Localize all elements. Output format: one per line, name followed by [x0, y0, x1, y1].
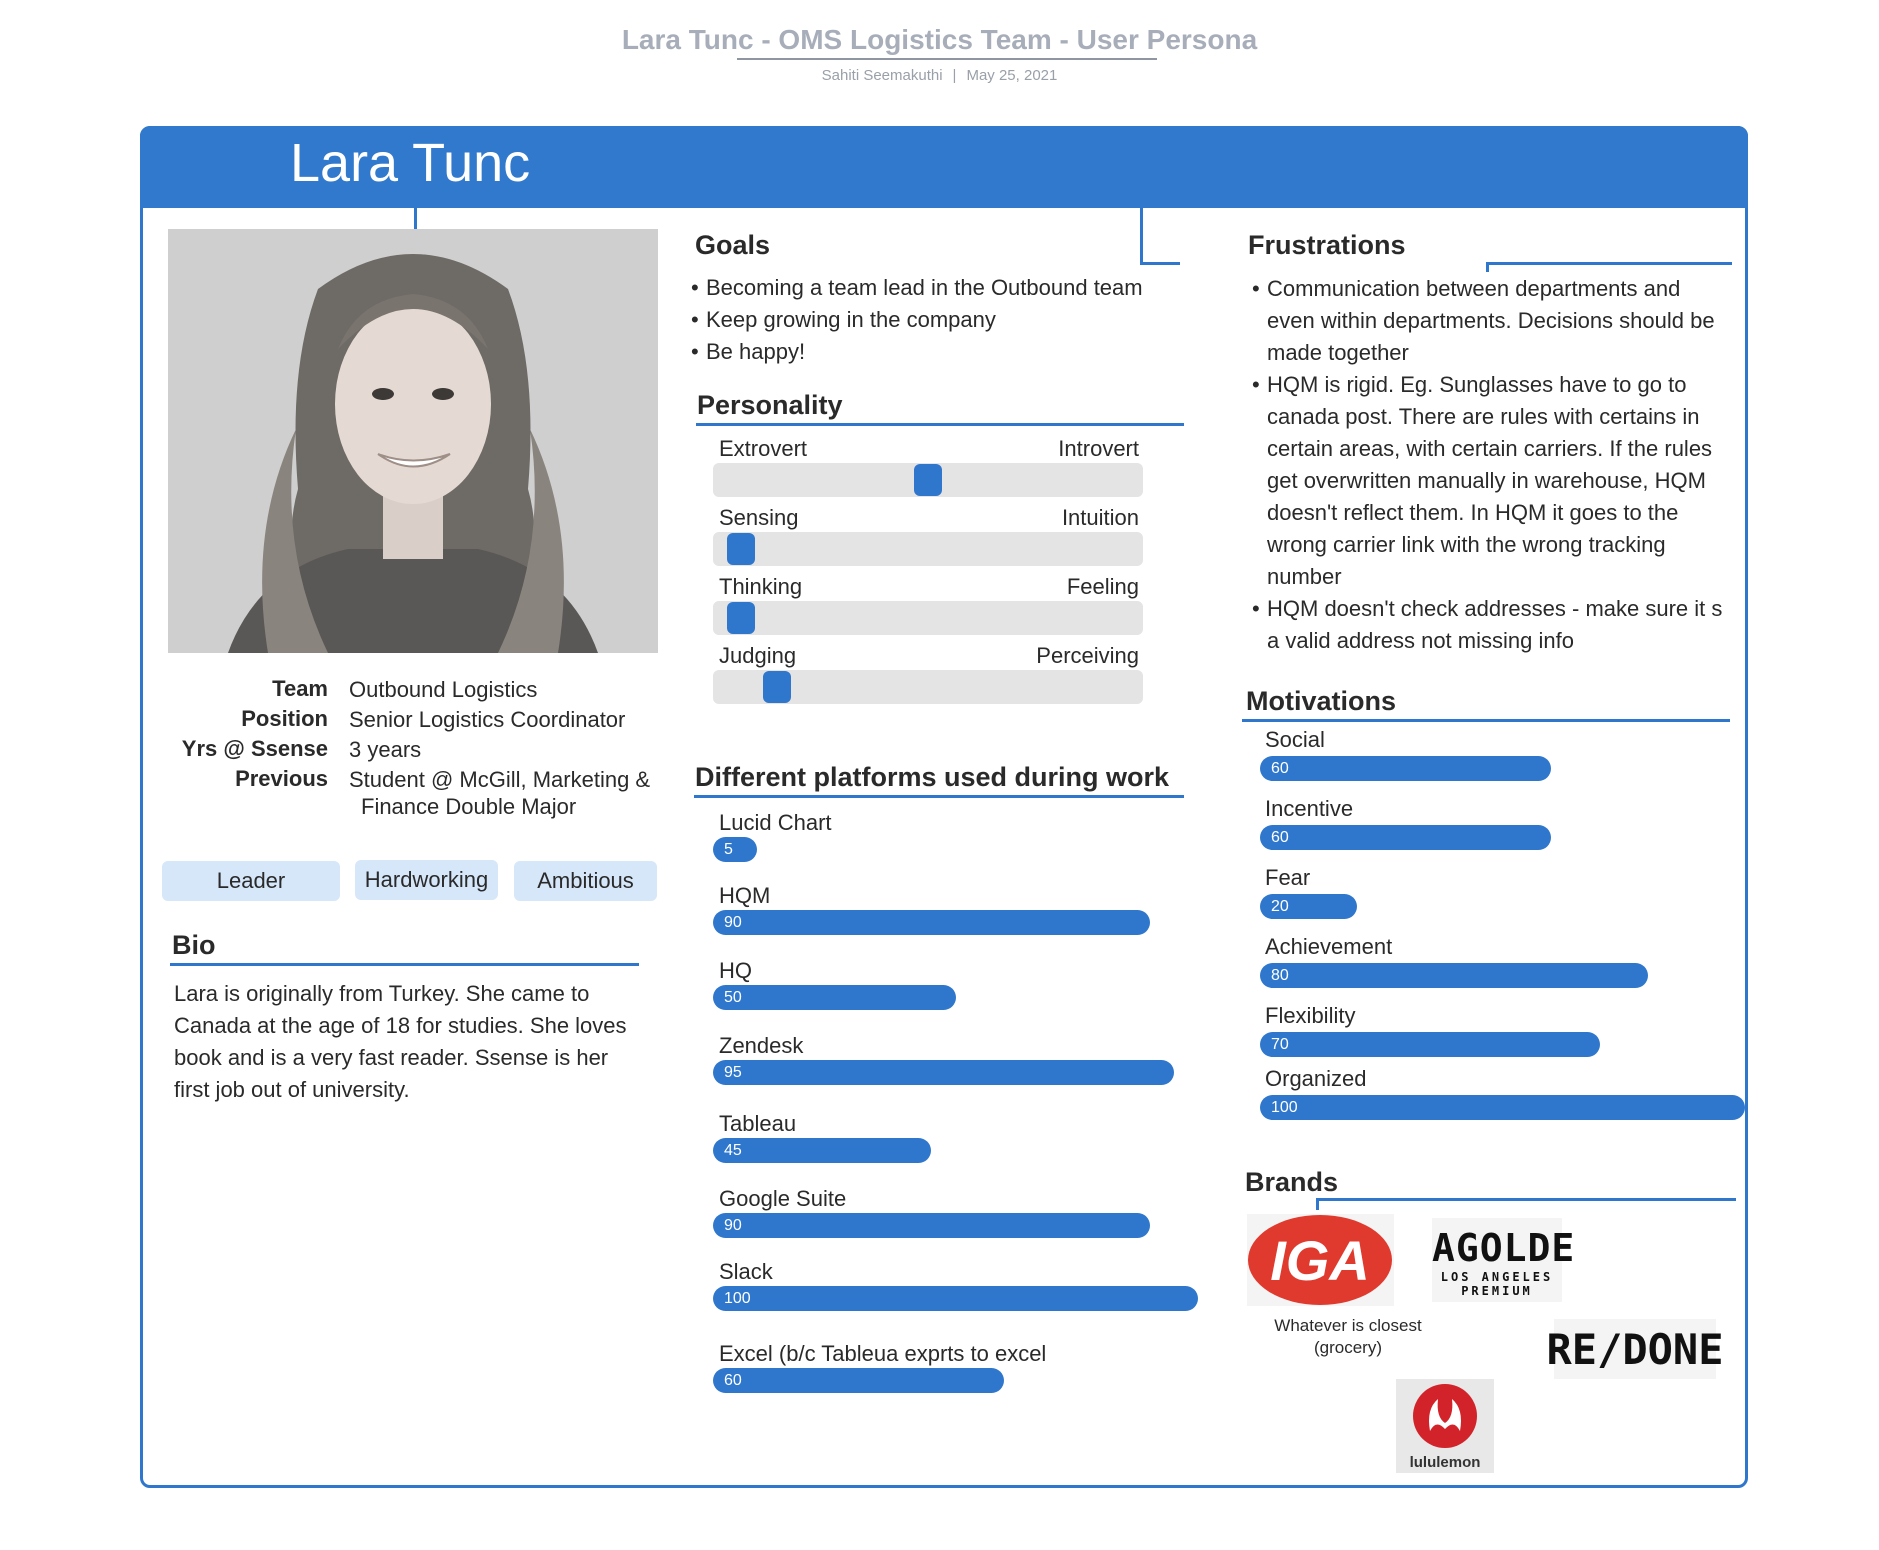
- frustration-line: get overwritten manually in warehouse, HQM: [1267, 468, 1706, 493]
- info-value-position: Senior Logistics Coordinator: [349, 707, 626, 732]
- frustration-line: doesn't reflect them. In HQM it goes to the: [1267, 500, 1679, 525]
- trait-slider-knob[interactable]: [727, 602, 755, 634]
- bio-heading-rule: [170, 963, 639, 966]
- motivation-bar: 80: [1260, 963, 1648, 988]
- motivation-label: Achievement: [1265, 934, 1393, 959]
- tag-hardworking: Hardworking: [355, 860, 498, 900]
- motivations-heading-rule: [1242, 719, 1730, 722]
- bio-heading: Bio: [172, 930, 216, 960]
- connector-line: [1140, 208, 1143, 264]
- platform-label: Zendesk: [719, 1033, 804, 1058]
- platform-label: Excel (b/c Tableua exprts to excel: [719, 1341, 1047, 1366]
- frustration-item: [1252, 369, 1742, 593]
- platform-label: Tableau: [719, 1111, 797, 1136]
- personality-heading-rule: [696, 423, 1184, 426]
- title-underline: [737, 58, 1157, 60]
- persona-photo: [168, 229, 658, 653]
- frustration-line: made together: [1267, 340, 1409, 365]
- motivation-label: Incentive: [1265, 796, 1354, 821]
- trait-left-label: Extrovert: [719, 436, 808, 461]
- brand-note: [1248, 1315, 1448, 1359]
- info-value-team: Outbound Logistics: [349, 677, 538, 702]
- platform-label: Lucid Chart: [719, 810, 832, 835]
- document-title: Lara Tunc - OMS Logistics Team - User Persona: [621, 24, 1258, 55]
- lululemon-logo-text: lululemon: [1409, 1454, 1481, 1471]
- date: May 25, 2021: [966, 67, 1058, 84]
- platforms-heading-rule: [694, 795, 1184, 798]
- separator: |: [952, 67, 957, 84]
- frustration-line: • HQM doesn't check addresses - make sure it s: [1267, 596, 1723, 621]
- motivation-label: Organized: [1265, 1066, 1367, 1091]
- lululemon-logo-circle: [1413, 1384, 1477, 1448]
- info-label-position: Position: [241, 706, 328, 731]
- platform-label: HQM: [719, 883, 771, 908]
- platform-bar: 90: [713, 910, 1150, 935]
- goal-item: • Keep growing in the company: [691, 304, 1143, 336]
- trait-slider-knob[interactable]: [914, 464, 942, 496]
- frustration-line: canada post. There are rules with certains in: [1267, 404, 1700, 429]
- agolde-logo-sub1: LOS ANGELES: [1440, 1270, 1554, 1284]
- trait-slider-track[interactable]: [713, 532, 1143, 566]
- bio-line: Lara is originally from Turkey. She came to: [174, 981, 590, 1006]
- motivation-label: Fear: [1265, 865, 1311, 890]
- tag-leader: Leader: [162, 861, 340, 901]
- info-label-years: Yrs @ Ssense: [181, 736, 328, 761]
- info-value-previous: Student @ McGill, Marketing &: [349, 767, 651, 792]
- lululemon-logo-graphic: [1396, 1379, 1494, 1473]
- motivations-heading: Motivations: [1246, 686, 1397, 716]
- agolde-logo-sub2: PREMIUM: [1461, 1284, 1533, 1298]
- goal-item: • Becoming a team lead in the Outbound team: [691, 272, 1143, 304]
- trait-slider-track[interactable]: [713, 601, 1143, 635]
- bio-line: first job out of university.: [174, 1077, 410, 1102]
- trait-left-label: Judging: [719, 643, 797, 668]
- motivation-label: Flexibility: [1265, 1003, 1356, 1028]
- trait-slider-knob[interactable]: [763, 671, 791, 703]
- bio-line: book and is a very fast reader. Ssense is her: [174, 1045, 609, 1070]
- trait-right-label: Intuition: [1061, 505, 1139, 530]
- goal-item: • Be happy!: [691, 336, 1143, 368]
- frustration-line: certain areas, with certain carriers. If the rules: [1267, 436, 1713, 461]
- brands-heading: Brands: [1245, 1167, 1339, 1197]
- frustrations-heading: Frustrations: [1248, 230, 1406, 260]
- platform-bar: 100: [713, 1286, 1198, 1311]
- brand-logo-agolde: [1432, 1218, 1576, 1302]
- trait-slider-knob[interactable]: [727, 533, 755, 565]
- persona-name: Lara Tunc: [290, 133, 531, 193]
- platform-label: HQ: [719, 958, 752, 983]
- personality-heading: Personality: [697, 390, 843, 420]
- platform-label: Google Suite: [719, 1186, 847, 1211]
- frustration-item: [1252, 273, 1742, 369]
- frustration-line: • Communication between departments and: [1267, 276, 1681, 301]
- platform-bar: 95: [713, 1060, 1174, 1085]
- trait-left-label: Sensing: [719, 505, 799, 530]
- motivation-bar: 20: [1260, 894, 1357, 919]
- brand-logo-lululemon: [1396, 1379, 1494, 1473]
- frustration-line: number: [1267, 564, 1342, 589]
- connector-line: [1140, 262, 1180, 265]
- frustration-line: wrong carrier link with the wrong tracking: [1267, 532, 1666, 557]
- bio-line: Canada at the age of 18 for studies. She loves: [174, 1013, 627, 1038]
- platform-label: Slack: [719, 1259, 773, 1284]
- author: Sahiti Seemakuthi: [821, 67, 943, 84]
- goals-heading: Goals: [695, 230, 771, 260]
- frustration-line: even within departments. Decisions should be: [1267, 308, 1715, 333]
- frustration-line: a valid address not missing info: [1267, 628, 1574, 653]
- frustration-line: • HQM is rigid. Eg. Sunglasses have to go to: [1267, 372, 1687, 397]
- info-value-years: 3 years: [349, 737, 422, 762]
- info-value-previous-line2: Finance Double Major: [361, 794, 577, 819]
- tag-ambitious: Ambitious: [514, 861, 657, 901]
- agolde-logo-text: AGOLDE: [1432, 1226, 1576, 1270]
- trait-left-label: Thinking: [719, 574, 803, 599]
- trait-right-label: Introvert: [1058, 436, 1139, 461]
- motivation-bar: 60: [1260, 825, 1551, 850]
- platform-bar: 45: [713, 1138, 931, 1163]
- platform-bar: 90: [713, 1213, 1150, 1238]
- goals-list: [691, 272, 1143, 368]
- frustration-item: [1252, 593, 1742, 657]
- motivation-bar: 60: [1260, 756, 1551, 781]
- brand-logo-iga: [1247, 1214, 1394, 1306]
- iga-logo-graphic: [1247, 1214, 1394, 1306]
- motivation-bar: 70: [1260, 1032, 1600, 1057]
- brand-note-line: (grocery): [1313, 1338, 1382, 1357]
- portrait-image: [168, 229, 658, 653]
- iga-logo-text: IGA: [1270, 1229, 1370, 1292]
- platform-bar: 60: [713, 1368, 1004, 1393]
- frustrations-list: [1252, 273, 1742, 657]
- brand-logo-redone: RE/DONE: [1554, 1319, 1716, 1379]
- brands-heading-rule: [1316, 1198, 1736, 1201]
- document-subtitle: [0, 67, 1879, 84]
- info-label-team: Team: [272, 676, 328, 701]
- trait-right-label: Perceiving: [1036, 643, 1139, 668]
- frustrations-heading-rule: [1486, 262, 1732, 265]
- motivation-bar: 100: [1260, 1095, 1745, 1120]
- platform-bar: 5: [713, 837, 757, 862]
- trait-right-label: Feeling: [1066, 574, 1139, 599]
- connector-line: [414, 208, 417, 230]
- brand-note-line: Whatever is closest: [1274, 1316, 1422, 1335]
- motivation-label: Social: [1265, 727, 1325, 752]
- platform-bar: 50: [713, 985, 956, 1010]
- platforms-heading: Different platforms used during work: [695, 762, 1170, 792]
- bio-text: [174, 978, 627, 1106]
- info-label-previous: Previous: [235, 766, 328, 791]
